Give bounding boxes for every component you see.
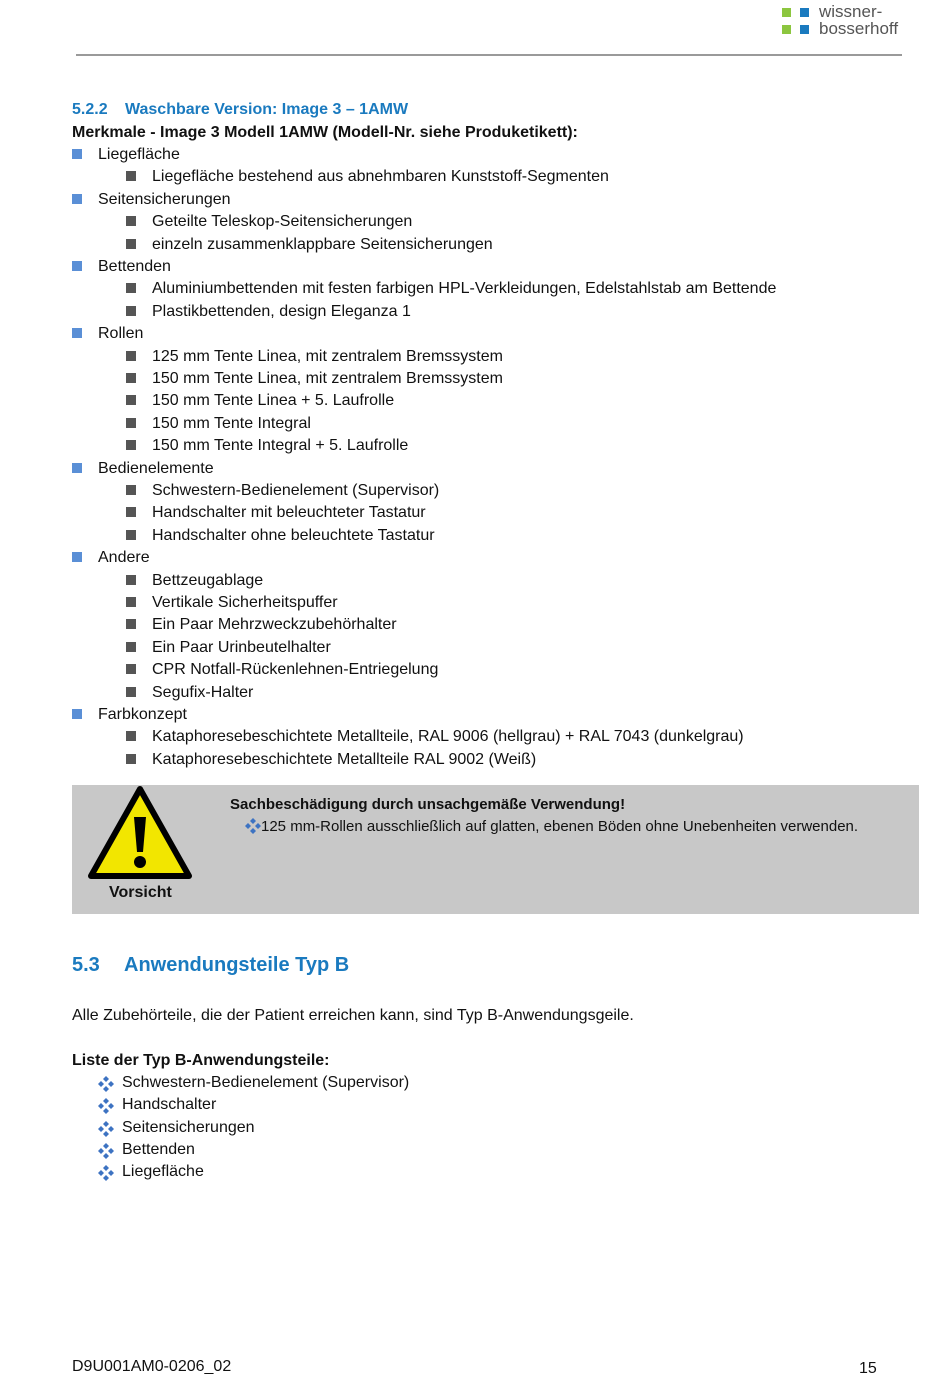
diamond-bullet-icon	[98, 1165, 114, 1181]
logo-square-blue	[800, 25, 809, 34]
intro-paragraph: Alle Zubehörteile, die der Patient erreichen kann, sind Typ B-Anwendungsgeile.	[72, 1007, 634, 1024]
footer-doc-id: D9U001AM0-0206_02	[72, 1358, 232, 1375]
feature-item-label: Ein Paar Urinbeutelhalter	[152, 638, 331, 656]
logo-text-line2: bosserhoff	[819, 19, 899, 38]
logo-square-green	[782, 8, 791, 17]
square-bullet-icon	[126, 530, 136, 540]
square-bullet-icon	[126, 440, 136, 450]
square-bullet-icon	[126, 687, 136, 697]
caution-text: 125 mm-Rollen ausschließlich auf glatten, ebenen Böden ohne Unebenheiten verwenden.	[261, 818, 859, 835]
section-number: 5.3	[72, 954, 100, 976]
feature-category-label: Farbkonzept	[98, 706, 187, 723]
square-bullet-icon	[126, 239, 136, 249]
merkmale-heading: Merkmale - Image 3 Modell 1AMW (Modell-Nr. siehe Produketikett):	[72, 124, 578, 141]
square-bullet-icon	[126, 306, 136, 316]
square-bullet-icon	[72, 149, 82, 159]
square-bullet-icon	[126, 575, 136, 585]
page-number: 15	[859, 1360, 877, 1377]
logo-square-blue	[800, 8, 809, 17]
list-item-label: Handschalter	[122, 1096, 217, 1114]
square-bullet-icon	[126, 731, 136, 741]
square-bullet-icon	[72, 463, 82, 473]
feature-item-label: Bettzeugablage	[152, 571, 264, 589]
square-bullet-icon	[126, 507, 136, 517]
feature-item-label: Schwestern-Bedienelement (Supervisor)	[152, 482, 440, 499]
feature-category-label: Bettenden	[98, 258, 171, 275]
logo-text-line1: wissner-	[819, 2, 883, 21]
square-bullet-icon	[126, 283, 136, 293]
feature-item-label: einzeln zusammenklappbare Seitensicherungen	[152, 235, 493, 253]
square-bullet-icon	[126, 395, 136, 405]
diamond-bullet-icon	[98, 1143, 114, 1159]
list-item-label: Schwestern-Bedienelement (Supervisor)	[122, 1074, 410, 1091]
square-bullet-icon	[126, 664, 136, 674]
caution-title: Sachbeschädigung durch unsachgemäße Verwendung!	[230, 796, 626, 813]
feature-item-label: 150 mm Tente Linea + 5. Laufrolle	[152, 392, 395, 410]
liste-heading: Liste der Typ B-Anwendungsteile:	[72, 1052, 330, 1069]
feature-item-label: Ein Paar Mehrzweckzubehörhalter	[152, 616, 397, 634]
list-item-label: Liegefläche	[122, 1163, 204, 1181]
square-bullet-icon	[126, 485, 136, 495]
square-bullet-icon	[126, 642, 136, 652]
feature-category-label: Liegefläche	[98, 146, 180, 163]
diamond-bullet-icon	[98, 1076, 114, 1092]
feature-item-label: Segufix-Halter	[152, 683, 254, 701]
square-bullet-icon	[72, 552, 82, 562]
feature-item-label: 150 mm Tente Integral	[152, 414, 311, 432]
square-bullet-icon	[126, 351, 136, 361]
feature-category-label: Andere	[98, 549, 150, 567]
feature-item-label: Handschalter mit beleuchteter Tastatur	[152, 504, 426, 522]
section-title: Anwendungsteile Typ B	[124, 954, 350, 976]
header-rule	[76, 54, 902, 56]
square-bullet-icon	[126, 418, 136, 428]
feature-item-label: 150 mm Tente Linea, mit zentralem Bremssystem	[152, 370, 503, 387]
feature-item-label: 125 mm Tente Linea, mit zentralem Bremssystem	[152, 347, 503, 365]
square-bullet-icon	[72, 709, 82, 719]
feature-item-label: Aluminiumbettenden mit festen farbigen HPL-Verkleidungen, Edelstahlstab am Bettende	[152, 280, 777, 298]
list-item-label: Bettenden	[122, 1140, 195, 1158]
square-bullet-icon	[72, 261, 82, 271]
feature-category-label: Seitensicherungen	[98, 190, 231, 208]
feature-item-label: Vertikale Sicherheitspuffer	[152, 594, 338, 611]
section-title: Waschbare Version: Image 3 – 1AMW	[125, 101, 409, 118]
caution-label: Vorsicht	[109, 884, 172, 901]
diamond-bullet-icon	[98, 1121, 114, 1137]
square-bullet-icon	[126, 216, 136, 226]
section-number: 5.2.2	[72, 101, 108, 118]
feature-item-label: 150 mm Tente Integral + 5. Laufrolle	[152, 437, 409, 455]
feature-item-label: CPR Notfall-Rückenlehnen-Entriegelung	[152, 661, 439, 679]
square-bullet-icon	[72, 328, 82, 338]
feature-category-label: Bedienelemente	[98, 459, 214, 477]
list-item-label: Seitensicherungen	[122, 1118, 255, 1136]
square-bullet-icon	[126, 597, 136, 607]
square-bullet-icon	[72, 194, 82, 204]
diamond-bullet-icon	[98, 1098, 114, 1114]
section-heading-5-2-2	[72, 101, 408, 119]
section-heading-5-3	[72, 954, 349, 977]
feature-item-label: Kataphoresebeschichtete Metallteile, RAL 9006 (hellgrau) + RAL 7043 (dunkelgrau)	[152, 728, 744, 746]
feature-item-label: Plastikbettenden, design Eleganza 1	[152, 302, 411, 320]
warning-triangle-icon	[87, 785, 193, 881]
square-bullet-icon	[126, 373, 136, 383]
square-bullet-icon	[126, 171, 136, 181]
feature-item-label: Geteilte Teleskop-Seitensicherungen	[152, 213, 413, 231]
feature-item-label: Liegefläche bestehend aus abnehmbaren Kunststoff-Segmenten	[152, 168, 609, 186]
caution-box	[72, 785, 919, 914]
square-bullet-icon	[126, 754, 136, 764]
feature-item-label: Kataphoresebeschichtete Metallteile RAL 9002 (Weiß)	[152, 750, 537, 768]
feature-category-label: Rollen	[98, 325, 144, 343]
logo-square-green	[782, 25, 791, 34]
diamond-bullet-icon	[245, 818, 261, 834]
square-bullet-icon	[126, 619, 136, 629]
feature-item-label: Handschalter ohne beleuchtete Tastatur	[152, 526, 435, 544]
